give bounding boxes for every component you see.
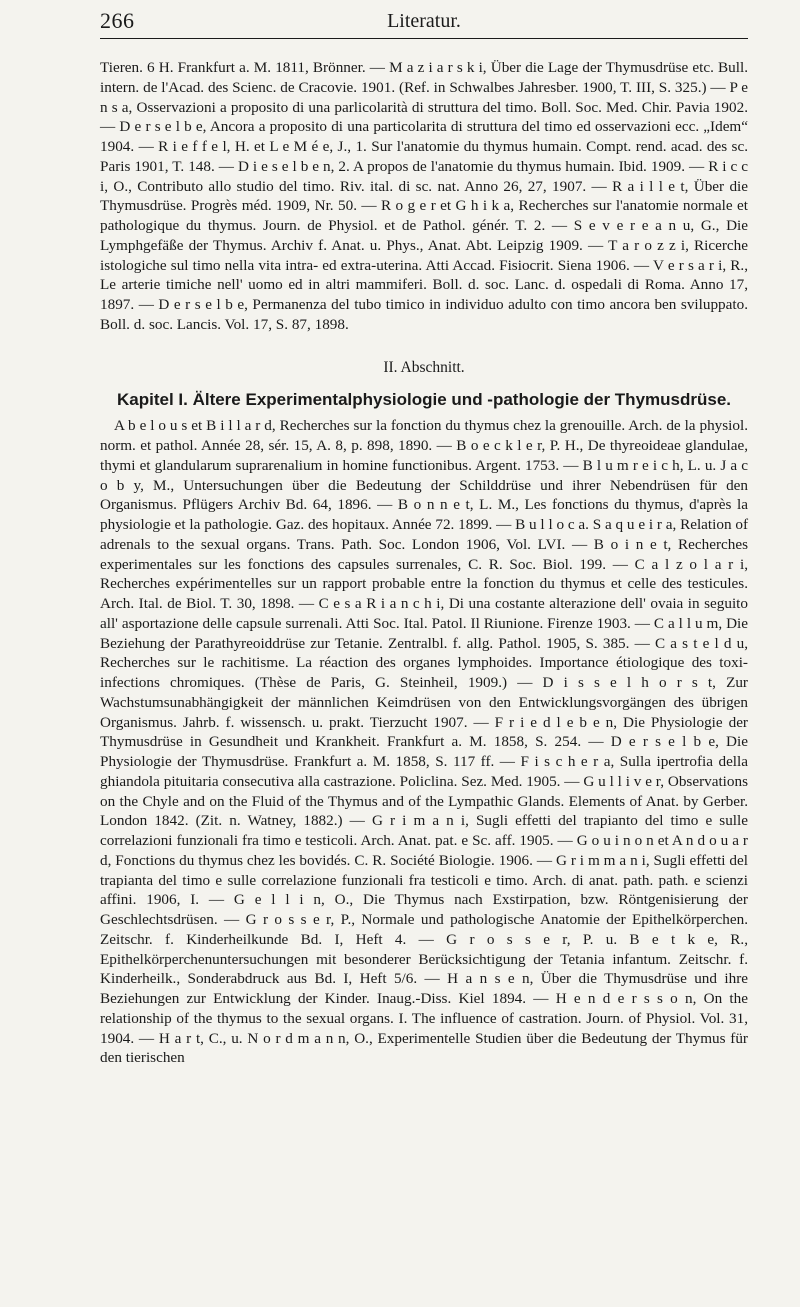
running-title: Literatur. [387,10,461,32]
page-number: 266 [100,8,135,33]
chapter-heading: Kapitel I. Ältere Experimentalphysiologie und -pathologie der Thymusdrüse. [117,390,731,410]
page-body [100,58,748,1068]
bibliography-paragraph: A b e l o u s et B i l l a r d, Recherches sur la fonction du thymus chez la grenouille. Arch. de la physiol. norm. et pathol. Année 28, sér. 15, A. 8, p. 898, 1890. — B o e c k l e r, P. H., De thyreoideae glandulae, thymi et glandularum suprarenalium in homine functionibus. Argent. 1753. — B l u m r e i c h, L. u. J a c o b y, M., Untersuchungen über die Bedeutung der Schilddrüse und ihrer Nebendrüsen für den Organismus. Pflügers Archiv Bd. 64, 1896. — B o n n e t, L. M., Les fonctions du thymus, d'après la physiologie et la pathologie. Gaz. des hopitaux. Année 72. 1899. — B u l l o c a. S a q u e i r a, Relation of adrenals to the sexual organs. Trans. Path. Soc. London 1906, Vol. LVI. — B o i n e t, Recherches experimentales sur les fonctions des capsules surrenales, C. R. Soc. Biol. 199. — C a l z o l a r i, Recherches expérimentelles sur un rapport probable entre la fonction du thymus et celle des testicules. Arch. Ital. de Biol. T. 30, 1898. — C e s a R i a n c h i, Di una costante alterazione dell' ovaia in seguito all' asportazione delle capsule surrenali. Atti Soc. Ital. Patol. Il Riunione. Firenze 1903. — C a l l u m, Die Beziehung der Parathyreoiddrüse zur Tetanie. Zentralbl. f. allg. Pathol. 1905, S. 385. — C a s t e l d u, Recherches sur le rachitisme. La réaction des organes lymphoides. Importance étiologique des toxi-infections chromiques. (Thèse de Paris, G. Steinheil, 1909.) — D i s s e l h o r s t, Zur Wachstumsunabhängigkeit der männlichen Keimdrüsen von den Entwicklungsvorgängen des übrigen Organismus. Jahrb. f. wissensch. u. prakt. Tierzucht 1907. — F r i e d l e b e n, Die Physiologie der Thymusdrüse in Gesundheit und Krankheit. Frankfurt a. M. 1858, S. 254. — D e r s e l b e, Die Physiologie der Thymusdrüse. Frankfurt a. M. 1858, S. 117 ff. — F i s c h e r a, Sulla ipertrofia della ghiandola pituitaria consecutiva alla castrazione. Policlina. Sez. Med. 1905. — G u l l i v e r, Observations on the Chyle and on the Fluid of the Thymus and of the Lympathic Glands. Elements of Anat. by Gerber. London 1842. (Zit. n. Watney, 1882.) — G r i m a n i, Sugli effetti del trapianto del timo e sulle correlazioni funzionali fra timo e testicoli. Arch. Anat. pat. e Sc. aff. 1905. — G o u i n o n et A n d o u a r d, Fonctions du thymus chez les bovidés. C. R. Société Biologie. 1906. — G r i m m a n i, Sugli effetti del trapianta del timo e sulle correlazione funzionali fra testicoli e timo. Arch. di anat. path. path. e scienzi affini. 1906, I. — G e l l i n, O., Die Thymus nach Exstirpation, bzw. Röntgenisierung der Geschlechtsdrüsen. — G r o s s e r, P., Normale und pathologische Anatomie der Epithelkörperchen. Zeitschr. f. Kinderheilkunde Bd. I, Heft 4. — G r o s s e r, P. u. B e t k e, R., Epithelkörperchenuntersuchungen mit besonderer Berücksichtigung der Tetania infantum. Zeitschr. f. Kinderheilk., Sonderabdruck aus Bd. I, Heft 5/6. — H a n s e n, Über die Thymusdrüse und ihre Beziehungen zur Entwicklung der Kinder. Inaug.-Diss. Kiel 1894. — H e n d e r s s o n, On the relationship of the thymus to the sexual organs. I. The influence of castration. Journ. of Physiol. Vol. 31, 1904. — H a r t, C., u. N o r d m a n n, O., Experimentelle Studien über die Bedeutung der Thymus für den tierischen [100,417,748,1067]
running-head [100,8,748,36]
header-rule [100,38,748,39]
section-heading: II. Abschnitt. [383,358,465,376]
bibliography-paragraph-continued: Tieren. 6 H. Frankfurt a. M. 1811, Brönner. — M a z i a r s k i, Über die Lage der Thymusdrüse etc. Bull. intern. de l'Acad. des Scienc. de Cracovie. 1901. (Ref. in Schwalbes Jahresber. 1900, T. III, S. 325.) — P e n s a, Osservazioni a proposito di una parlicolarità di struttura del timo. Boll. Soc. Med. Chir. Pavia 1902. — D e r s e l b e, Ancora a proposito di una particolarita di struttura del timo ed osservazioni ecc. „Idem“ 1904. — R i e f f e l, H. et L e M é e, J., 1. Sur l'anatomie du thymus humain. Compt. rend. acad. des sc. Paris 1901, T. 148. — D i e s e l b e n, 2. A propos de l'anatomie du thymus humain. Ibid. 1909. — R i c c i, O., Contributo allo studio del timo. Riv. ital. di sc. nat. Anno 26, 27, 1907. — R a i l l e t, Über die Thymusdrüse. Progrès méd. 1909, Nr. 50. — R o g e r et G h i k a, Recherches sur l'anatomie normale et pathologique du thymus. Journ. de Physiol. et de Pathol. génér. T. 2. — S e v e r e a n u, G., Die Lymphgefäße der Thymus. Archiv f. Anat. u. Phys., Anat. Abt. Leipzig 1909. — T a r o z z i, Ricerche istologiche sul timo nella vita intra- ed extra-uterina. Atti Accad. Fisiocrit. Siena 1906. — V e r s a r i, R., Le arterie timiche nell' uomo ed in altri mammiferi. Boll. d. soc. Lanc. d. ospedali di Roma. Anno 17, 1897. — D e r s e l b e, Permanenza del tubo timico in individuo adulto con timo ancora ben sviluppato. Boll. d. soc. Lancis. Vol. 17, S. 87, 1898. [100,59,748,333]
